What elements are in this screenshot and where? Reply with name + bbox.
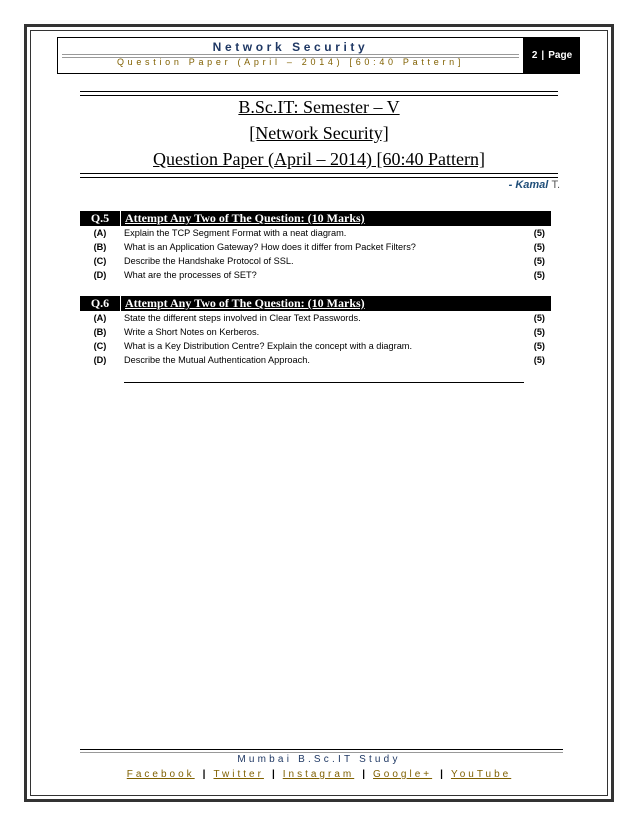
item-text: What is a Key Distribution Centre? Explain the concept with a diagram. — [124, 341, 413, 351]
question-item — [80, 353, 551, 367]
item-label: (C) — [93, 341, 107, 351]
question-item — [80, 268, 551, 282]
footer-separator: | — [202, 769, 206, 780]
item-marks: (5) — [533, 313, 545, 323]
author-suffix: T. — [551, 179, 560, 191]
instagram-link[interactable]: Instagram — [282, 769, 355, 780]
author-name: - Kamal — [508, 179, 549, 191]
question-item — [80, 311, 551, 325]
header-subtitle: Question Paper (April – 2014) [60:40 Pattern] — [116, 57, 465, 67]
footer-divider — [80, 749, 563, 753]
item-label: (D) — [93, 270, 107, 280]
end-of-paper-rule — [124, 382, 524, 383]
youtube-link[interactable]: YouTube — [450, 769, 512, 780]
item-text: Write a Short Notes on Kerberos. — [124, 327, 260, 337]
author-signature — [470, 179, 560, 191]
item-text: What are the processes of SET? — [124, 270, 257, 280]
page-number: 2 — [531, 50, 538, 61]
footer-separator: | — [440, 769, 443, 780]
running-header — [57, 37, 524, 74]
item-label: (A) — [93, 313, 107, 323]
item-marks: (5) — [533, 256, 545, 266]
footer-site-name: Mumbai B.Sc.IT Study — [237, 754, 401, 765]
question-number: Q.6 — [90, 296, 110, 310]
item-text: Describe the Handshake Protocol of SSL. — [124, 256, 294, 266]
question-item — [80, 325, 551, 339]
item-label: (B) — [93, 327, 107, 337]
doc-title-line3: Question Paper (April – 2014) [60:40 Pattern] — [153, 149, 485, 169]
question-header-q6 — [80, 296, 551, 311]
question-item — [80, 240, 551, 254]
doc-title-line2: [Network Security] — [249, 123, 389, 143]
item-label: (A) — [93, 228, 107, 238]
question-item — [80, 339, 551, 353]
doc-title-line1: B.Sc.IT: Semester – V — [238, 97, 400, 117]
footer-separator: | — [271, 769, 275, 780]
question-title: Attempt Any Two of The Question: (10 Marks) — [125, 296, 365, 310]
item-marks: (5) — [533, 327, 545, 337]
item-label: (C) — [93, 256, 107, 266]
twitter-link[interactable]: Twitter — [213, 769, 264, 780]
google-plus-link[interactable]: Google+ — [373, 769, 433, 780]
title-rule-top — [80, 91, 558, 96]
page-border-inner — [30, 30, 608, 796]
footer-separator: | — [362, 769, 366, 780]
footer-social-links — [0, 769, 638, 780]
question-number: Q.5 — [90, 211, 110, 225]
page-label: Page — [548, 50, 573, 61]
page-number-badge: 2 | Page — [524, 37, 580, 74]
title-rule-bottom — [80, 173, 558, 178]
item-text: Describe the Mutual Authentication Approach. — [124, 355, 310, 365]
item-marks: (5) — [533, 355, 545, 365]
question-title: Attempt Any Two of The Question: (10 Marks) — [125, 211, 365, 225]
item-label: (D) — [93, 355, 107, 365]
question-item — [80, 254, 551, 268]
header-title: Network Security — [212, 40, 369, 54]
item-marks: (5) — [533, 242, 545, 252]
question-item — [80, 226, 551, 240]
facebook-link[interactable]: Facebook — [126, 769, 195, 780]
item-text: Explain the TCP Segment Format with a neat diagram. — [124, 228, 347, 238]
item-text: What is an Application Gateway? How does it differ from Packet Filters? — [124, 242, 416, 252]
item-text: State the different steps involved in Clear Text Passwords. — [124, 313, 361, 323]
item-label: (B) — [93, 242, 107, 252]
question-header-q5 — [80, 211, 551, 226]
item-marks: (5) — [533, 341, 545, 351]
item-marks: (5) — [533, 270, 545, 280]
item-marks: (5) — [533, 228, 545, 238]
